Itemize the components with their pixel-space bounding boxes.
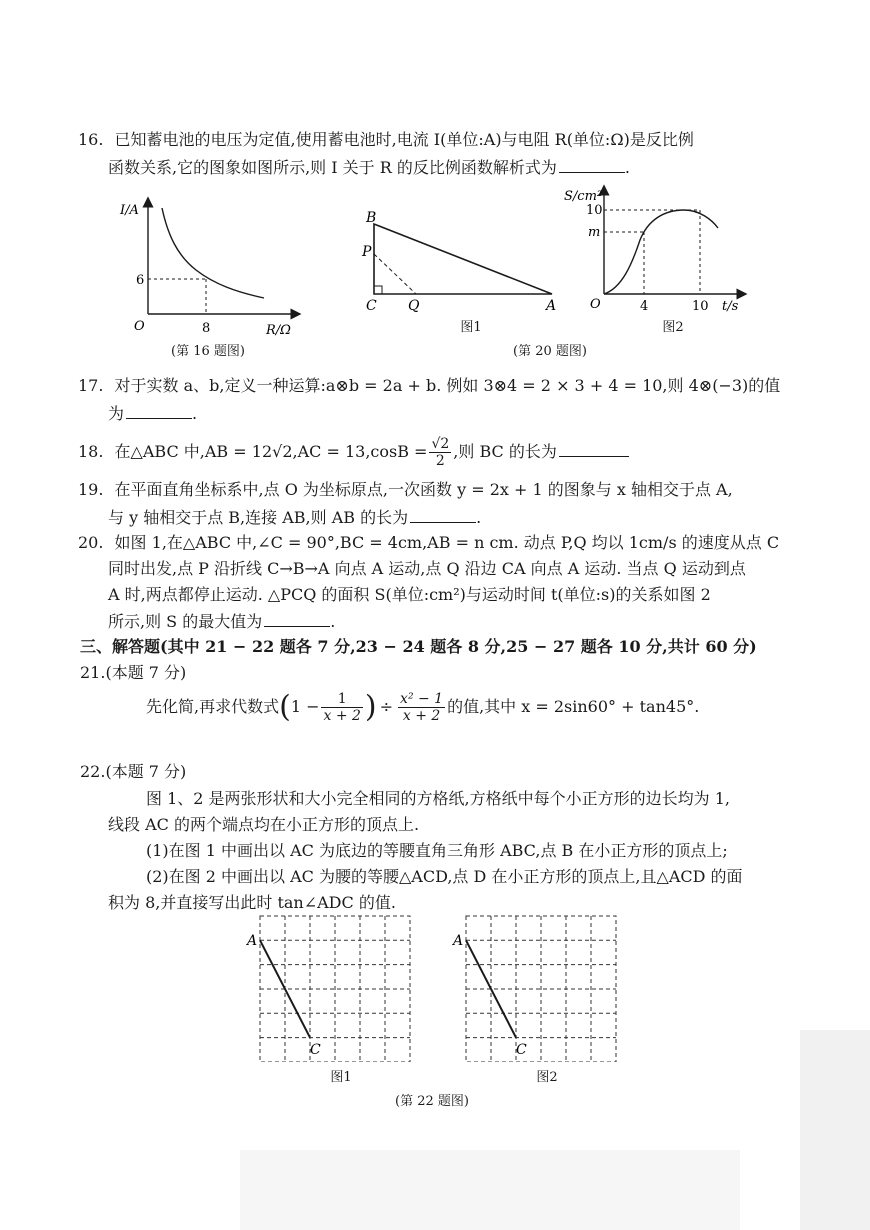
q16-line2: 函数关系,它的图象如图所示,则 I 关于 R 的反比例函数解析式为 .: [108, 158, 630, 177]
q20-text-line1: 如图 1,在△ABC 中,∠C = 90°,BC = 4cm,AB = n cm. 动点 P,Q 均以 1cm/s 的速度从点 C: [114, 533, 780, 552]
scan-shade-bottom: [240, 1150, 740, 1230]
q22-header: 22.(本题 7 分): [80, 762, 187, 781]
q21-frac1: [321, 691, 362, 724]
q17-line2: 为 .: [108, 404, 198, 423]
q16-number: 16.: [78, 130, 104, 149]
q20-triangle: [374, 224, 552, 294]
q19-line1: [78, 480, 733, 500]
q20-text-line2: 同时出发,点 P 沿折线 C→B→A 向点 A 运动,点 Q 沿边 CA 向点 A 运动. 当点 Q 运动到点: [108, 559, 746, 578]
q18-number: 18.: [78, 442, 104, 461]
q17-number: 17.: [78, 376, 104, 395]
q20-f2-tick-10x: 10: [692, 299, 709, 314]
q20-label-P: P: [362, 244, 372, 260]
q20-label-C: C: [366, 298, 377, 314]
q18-answer-blank: [559, 441, 629, 457]
q20-line1: [78, 533, 779, 553]
q20-f2-curve: [604, 210, 718, 294]
q22-line3: (1)在图 1 中画出以 AC 为底边的等腰直角三角形 ABC,点 B 在小正方形的顶点上;: [146, 841, 728, 860]
q16-tick-x: 8: [202, 321, 211, 336]
q22-fig2-caption: 图2: [536, 1070, 558, 1085]
q20-line2: [108, 559, 746, 579]
q20-line4: 所示,则 S 的最大值为 .: [108, 612, 336, 631]
q22-line4: (2)在图 2 中画出以 AC 为腰的等腰△ACD,点 D 在小正方形的顶点上,且△ACD 的面: [146, 867, 743, 886]
q22-fig1-caption: 图1: [330, 1070, 352, 1085]
q19-line2: 与 y 轴相交于点 B,连接 AB,则 AB 的长为 .: [108, 508, 482, 527]
q21-text-part1: 先化简,再求代数式: [146, 697, 280, 716]
q21-div: ÷: [379, 697, 394, 716]
q16-answer-blank: [559, 157, 625, 173]
q22-line2: 线段 AC 的两个端点均在小正方形的顶点上.: [108, 815, 420, 834]
q17-answer-blank: [126, 403, 192, 419]
q20-text-line3: A 时,两点都停止运动. △PCQ 的面积 S(单位:cm²)与运动时间 t(单位:s)的关系如图 2: [108, 585, 711, 604]
q19-number: 19.: [78, 480, 104, 499]
q20-right-angle: [374, 286, 382, 294]
q22-grid1-lines: [260, 916, 410, 1062]
q16-text-line2: 函数关系,它的图象如图所示,则 I 关于 R 的反比例函数解析式为: [108, 158, 557, 177]
q20-text-line4: 所示,则 S 的最大值为: [108, 612, 263, 631]
q21-f1-den: x + 2: [323, 708, 361, 724]
q21-header: 21.(本题 7 分): [80, 663, 187, 682]
q19-text-line1: 在平面直角坐标系中,点 O 为坐标原点,一次函数 y = 2x + 1 的图象与 x 轴相交于点 A,: [114, 480, 733, 499]
q20-number: 20.: [78, 533, 104, 552]
q20-f2-tick-10y: 10: [586, 203, 603, 218]
q20-figure1: [358, 206, 568, 316]
q18-frac-num: √2: [431, 436, 450, 452]
q20-figure2: [560, 184, 750, 324]
q20-f2-y-label: S/cm²: [564, 189, 603, 204]
q20-answer-blank: [264, 611, 330, 627]
q20-fig2-caption: 图2: [662, 320, 684, 335]
section3-title: 三、解答题(其中 21 − 22 题各 7 分,23 − 24 题各 8 分,25 − 27 题各 10 分,共计 60 分): [80, 637, 757, 656]
q18-frac-den: 2: [435, 453, 445, 469]
q16-y-label: I/A: [120, 203, 139, 218]
q20-label-Q: Q: [408, 298, 420, 314]
q16-curve: [162, 208, 264, 298]
q16-tick-y: 6: [136, 273, 145, 288]
q21-one-minus: 1 −: [290, 697, 320, 716]
q17-text-line1: 对于实数 a、b,定义一种运算:a⊗b = 2a + b. 例如 3⊗4 = 2 × 3 + 4 = 10,则 4⊗(−3)的值: [114, 376, 781, 395]
q21-f2-num: x² − 1: [400, 691, 444, 707]
q20-label-B: B: [366, 210, 377, 226]
q19-text-line2: 与 y 轴相交于点 B,连接 AB,则 AB 的长为: [108, 508, 409, 527]
q20-fig1-caption: 图1: [460, 320, 482, 335]
q21-frac2: [398, 691, 445, 724]
q18-text-part1: 在△ABC 中,AB = 12√2,AC = 13,cosB =: [114, 442, 428, 461]
q18-line: [78, 436, 629, 469]
q22-grid-figure2: [452, 912, 622, 1062]
q18-text-part2: ,则 BC 的长为: [453, 442, 557, 461]
q21-f1-num: 1: [321, 691, 362, 708]
q16-x-label: R/Ω: [266, 323, 291, 338]
q22-grid-figure1: [246, 912, 416, 1062]
q20-fig-caption: (第 20 题图): [513, 344, 587, 359]
q22-line5: 积为 8,并直接写出此时 tan∠ADC 的值.: [108, 893, 396, 912]
q20-f2-tick-m: m: [588, 225, 601, 240]
q18-fraction: [429, 436, 451, 469]
q16-figure: [118, 196, 308, 366]
q17-line1: [78, 376, 780, 396]
q16-line1: [78, 130, 694, 150]
q21-f2-den: x + 2: [402, 708, 441, 724]
q20-segment-pq: [374, 254, 416, 294]
q21-expression: 先化简,再求代数式(1 − $\frac{1}{x + 2}$ ) ÷ $\frac{\text{x² − 1}}{x + 2}$ 的值,其中 x = 2sin60° + tan45°.: [146, 689, 700, 725]
q16-fig-caption: (第 16 题图): [171, 344, 245, 359]
q20-f2-x-label: t/s: [722, 299, 739, 314]
q22-fig2-label-A: A: [453, 933, 464, 949]
q17-text-line2: 为: [108, 404, 125, 423]
q16-text-line1: 已知蓄电池的电压为定值,使用蓄电池时,电流 I(单位:A)与电阻 R(单位:Ω)是反比例: [114, 130, 694, 149]
q20-line3: [108, 585, 711, 605]
q20-label-A: A: [546, 298, 557, 314]
q22-fig1-label-A: A: [247, 933, 258, 949]
q22-fig2-label-C: C: [516, 1042, 527, 1058]
scan-shade-right: [800, 1030, 870, 1230]
q20-f2-origin: O: [590, 297, 601, 312]
q20-f2-tick-4: 4: [640, 299, 649, 314]
q22-fig-caption: (第 22 题图): [395, 1094, 469, 1109]
q22-fig1-label-C: C: [310, 1042, 321, 1058]
q19-answer-blank: [410, 507, 476, 523]
q22-line1: 图 1、2 是两张形状和大小完全相同的方格纸,方格纸中每个小正方形的边长均为 1,: [146, 789, 730, 808]
q22-grid2-lines: [466, 916, 616, 1062]
q21-text-part2: 的值,其中 x = 2sin60° + tan45°.: [447, 697, 700, 716]
q16-origin: O: [134, 319, 145, 334]
